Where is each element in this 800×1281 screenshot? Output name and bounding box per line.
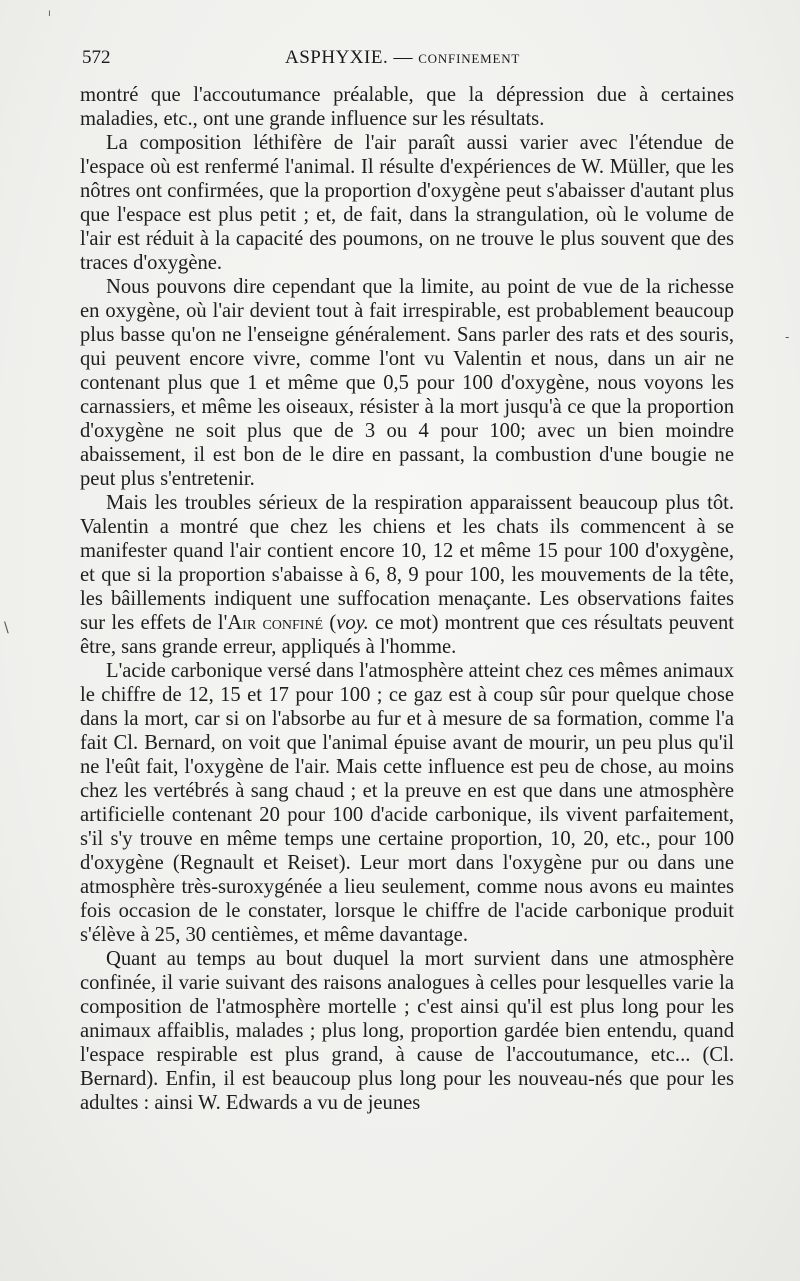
paragraph-troubles <box>80 491 734 659</box>
cross-reference-smallcaps: Air confiné <box>227 612 324 634</box>
margin-mark: - <box>785 330 790 344</box>
text-segment: ce mot) montrent que ces résultats peuvent être, sans grande erreur, appliqués à l'homme. <box>80 612 734 658</box>
paragraph-continuation: montré que l'accoutumance préalable, que la dépression due à certaines maladies, etc., ont une grande influence sur les résultats. <box>80 84 734 130</box>
running-head-section: CONFINEMENT <box>418 51 521 66</box>
paragraph-limite: Nous pouvons dire cependant que la limite, au point de vue de la richesse en oxygène, où l'air devient tout à fait irrespirable, est probablement beaucoup plus basse qu'on ne l'enseigne généralement. Sans parler des rats et des souris, qui peuvent encore vivre, comme l'ont vu Valentin et nous, dans un air ne contenant plus que 1 et même que 0,5 pour 100 d'oxygène, nous voyons les carnassiers, et même les oiseaux, résister à la mort jusqu'à ce que la proportion d'oxygène ne soit plus que de 3 ou 4 pour 100; avec un bien moindre abaissement, il est bon de le dire en passant, la combustion d'une bougie ne peut plus s'entretenir. <box>80 276 734 490</box>
margin-mark: ı <box>48 8 51 19</box>
page-header <box>82 47 734 77</box>
running-head-title: ASPHYXIE. <box>285 47 389 68</box>
paragraph-temps: Quant au temps au bout duquel la mort survient dans une atmosphère confinée, il varie suivant des raisons analogues à celles pour lesquelles varie la composition de l'atmosphère mortelle ; c'est ainsi qu'il est plus long pour les animaux affaiblis, malades ; plus long, proportion gardée bien entendu, quand l'espace respirable est plus grand, à cause de l'accoutumance, etc... (Cl. Bernard). Enfin, il est beaucoup plus long pour les nouveau-nés que pour les adultes : ainsi W. Edwards a vu de jeunes <box>80 948 734 1114</box>
margin-mark: \ <box>4 620 9 636</box>
body-text <box>80 83 734 1115</box>
text-segment: ( <box>323 612 337 634</box>
page-number: 572 <box>82 47 111 68</box>
running-head-dash: — <box>393 47 413 68</box>
running-head <box>285 47 520 69</box>
paragraph-composition: La composition léthifère de l'air paraît aussi varier avec l'étendue de l'espace où est renfermé l'animal. Il résulte d'expériences de W. Müller, que les nôtres ont confirmées, que la proportion d'oxygène peut s'abaisser d'autant plus que l'espace est plus petit ; et, de fait, dans la strangulation, où le volume de l'air est réduit à la capacité des poumons, on ne trouve le plus souvent que des traces d'oxygène. <box>80 132 734 274</box>
text-segment: Mais les troubles sérieux de la respiration apparaissent beaucoup plus tôt. Valentin a montré que chez les chiens et les chats ils commencent à se manifester quand l'air contient encore 10, 12 et même 15 pour 100 d'oxygène, et que si la proportion s'abaisse à 6, 8, 9 pour 100, les mouvements de la tête, les bâillements indiquent une suffocation menaçante. Les observations faites sur les effets de l' <box>80 492 734 634</box>
paragraph-acide-carbonique: L'acide carbonique versé dans l'atmosphère atteint chez ces mêmes animaux le chiffre de 12, 15 et 17 pour 100 ; ce gaz est à coup sûr pour quelque chose dans la mort, car si on l'absorbe au fur et à mesure de sa formation, comme l'a fait Cl. Bernard, on voit que l'animal épuise avant de mourir, un peu plus qu'il ne l'eût fait, l'oxygène de l'air. Mais cette influence est peu de chose, au moins chez les vertébrés à sang chaud ; et la preuve en est que dans une atmosphère artificielle contenant 20 pour 100 d'acide carbonique, ils vivent parfaitement, s'il s'y trouve en même temps une certaine proportion, 10, 20, etc., pour 100 d'oxygène (Regnault et Reiset). Leur mort dans l'oxygène pur ou dans une atmosphère très-suroxygénée a lieu seulement, comme nous avons eu maintes fois occasion de le constater, lorsque le chiffre de l'acide carbonique produit s'élève à 25, 30 centièmes, et même davantage. <box>80 660 734 946</box>
italic-reference: voy. <box>336 612 369 634</box>
